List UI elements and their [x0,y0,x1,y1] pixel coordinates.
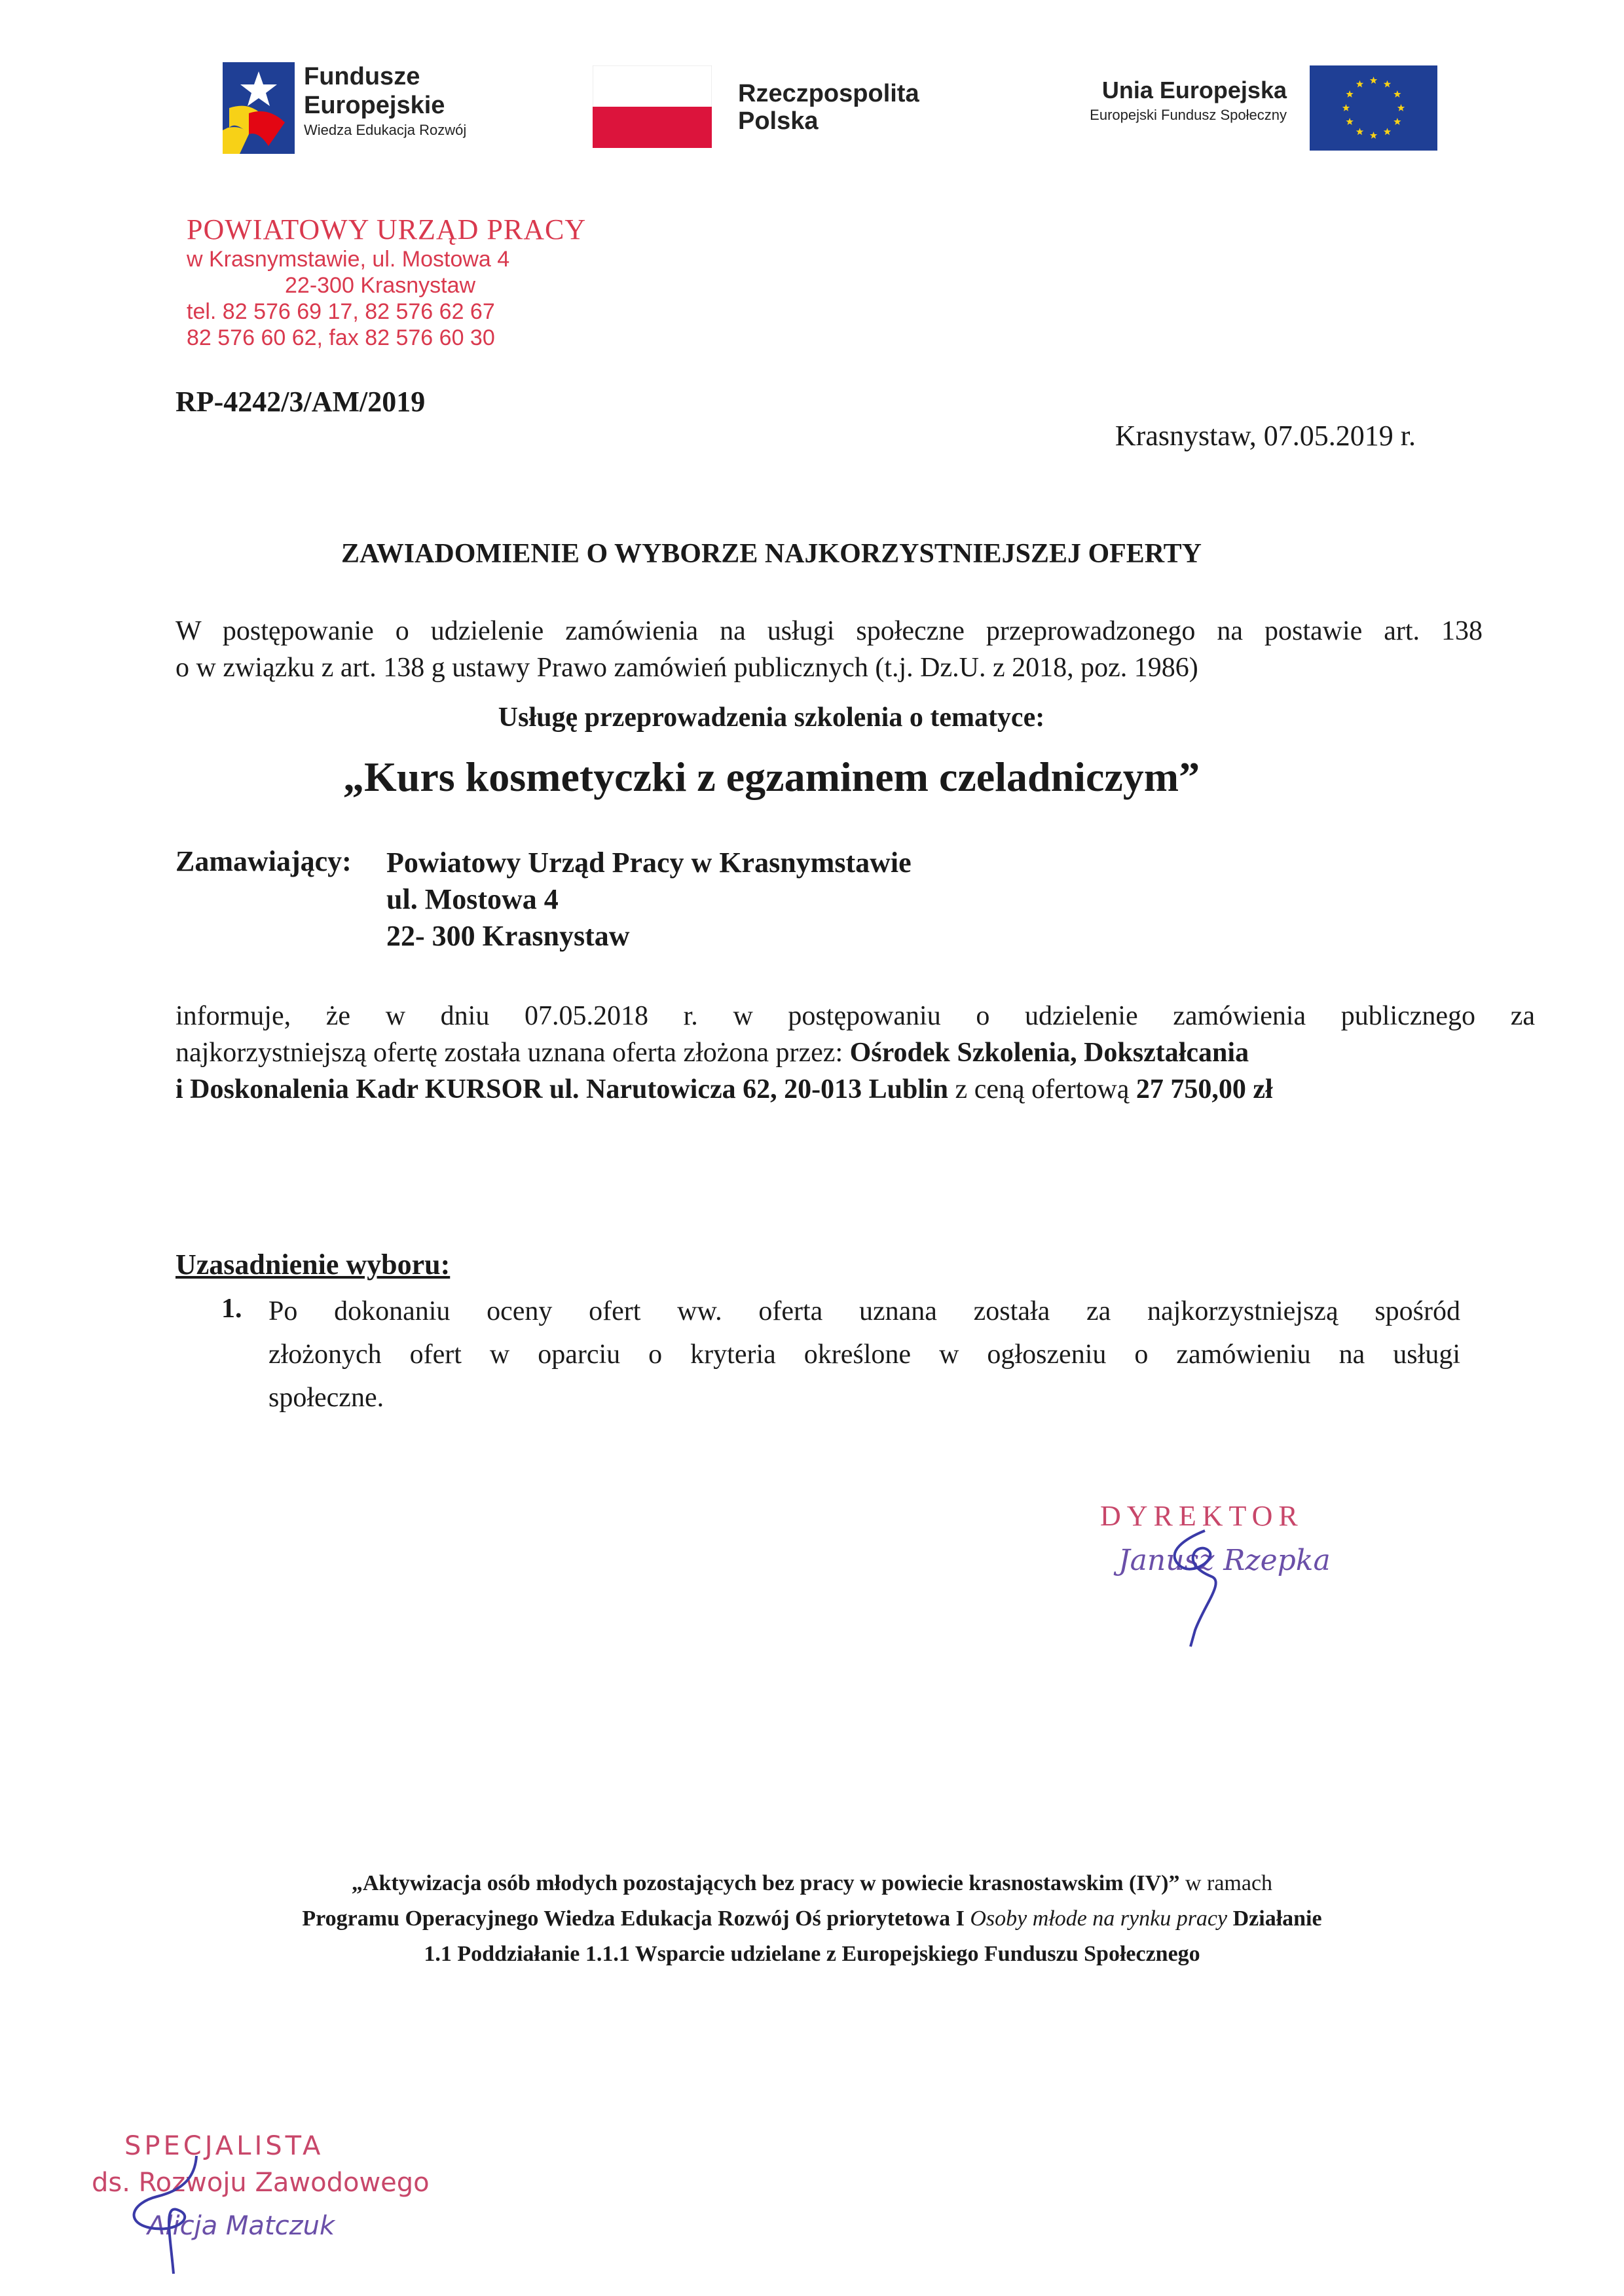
course-title: „Kurs kosmetyczki z egzaminem czeladniczym” [342,754,1200,800]
rp-line1: Rzeczpospolita [738,80,919,107]
info-line3-text: z ceną ofertową [948,1074,1136,1104]
footer-project-name: „Aktywizacja osób młodych pozostających bez pracy w powiecie krasnostawskim (IV)” [351,1871,1180,1895]
intro-line2: o w związku z art. 138 g ustawy Prawo zamówień publicznych (t.j. Dz.U. z 2018, poz. 1986) [175,653,1198,683]
specialist-signature-icon [105,2151,236,2275]
eu-flag-icon [1310,65,1437,151]
footer-line1 [118,1866,1506,1901]
orderer-line1: Powiatowy Urząd Pracy w Krasnymstawie [386,847,912,879]
rp-line2: Polska [738,107,819,135]
justification-item-number: 1. [221,1294,242,1324]
fe-line1: Fundusze [304,63,420,90]
ue-line1: Unia Europejska [1101,77,1287,103]
intro-line1: W postępowanie o udzielenie zamówienia na usługi społeczne przeprowadzonego na postawie art. 138 [175,616,1483,646]
orderer-line2: ul. Mostowa 4 [386,883,559,915]
service-label: Usługę przeprowadzenia szkolenia o tematyce: [498,702,1045,733]
offer-price: 27 750,00 zł [1135,1074,1273,1104]
footer-line3: 1.1 Poddziałanie 1.1.1 Wsparcie udzielane z Europejskiego Funduszu Społecznego [424,1942,1200,1966]
info-line2-bold: Ośrodek Szkolenia, Dokształcania [849,1038,1249,1068]
orderer-block [386,845,912,955]
footer-axis-italic: Osoby młode na rynku pracy [970,1906,1228,1931]
info-line3 [175,1071,1535,1108]
director-name: Janusz Rzepka [1118,1544,1331,1577]
reference-number: RP-4242/3/AM/2019 [175,386,426,418]
office-stamp [187,213,612,351]
specialist-name: Alicja Matczuk [147,2211,335,2241]
director-signature-icon [1120,1512,1264,1650]
justification-line2: złożonych ofert w oparciu o kryteria określone w ogłoszeniu o zamówieniu na usługi [268,1339,1460,1370]
fundusze-europejskie-emblem-icon [223,62,295,154]
fe-line2: Europejskie [304,92,445,119]
info-line3-bold: i Doskonalenia Kadr KURSOR ul. Narutowicza 62, 20-013 Lublin [175,1074,949,1104]
info-line1: informuje, że w dniu 07.05.2018 r. w postępowaniu o udzielenie zamówienia publicznego za [175,1001,1535,1031]
stamp-line1: w Krasnymstawie, ul. Mostowa 4 [187,247,510,272]
justification-title: Uzasadnienie wyboru: [175,1248,451,1281]
specialist-role: ds. Rozwoju Zawodowego [92,2168,430,2198]
logo-unia-europejska [995,65,1441,151]
stamp-title: POWIATOWY URZĄD PRACY [187,213,587,246]
logo-fundusze-europejskie [223,62,537,154]
footer-action: Działanie [1227,1906,1322,1931]
justification-line1: Po dokonaniu oceny ofert ww. oferta uznana została za najkorzystniejszą spośród [268,1296,1460,1326]
ue-line2: Europejski Fundusz Społeczny [1090,107,1287,123]
director-title: DYREKTOR [1100,1500,1304,1532]
orderer-line3: 22- 300 Krasnystaw [386,920,630,952]
fe-line3: Wiedza Edukacja Rozwój [304,122,467,138]
footer-line1-tail: w ramach [1179,1871,1273,1895]
footer-line2 [118,1901,1506,1937]
intro-paragraph [175,613,1483,686]
footer-program: Programu Operacyjnego Wiedza Edukacja Rozwój Oś priorytetowa I [302,1906,970,1931]
info-line2-text: najkorzystniejszą ofertę została uznana oferta złożona przez: [175,1038,850,1068]
logo-rzeczpospolita-polska [593,65,959,151]
orderer-label: Zamawiający: [175,845,352,877]
info-paragraph [175,998,1535,1108]
stamp-line2: 22-300 Krasnystaw [285,273,476,298]
director-signature-stamp [1080,1499,1408,1650]
project-footer [118,1866,1506,1972]
specialist-title: SPECJALISTA [124,2131,324,2161]
document-date: Krasnystaw, 07.05.2019 r. [1115,420,1416,452]
polish-flag-icon [593,65,712,148]
specialist-signature-stamp [92,2131,458,2275]
info-line2 [175,1034,1535,1071]
document-heading: ZAWIADOMIENIE O WYBORZE NAJKORZYSTNIEJSZEJ OFERTY [341,539,1202,569]
justification-item [268,1290,1460,1419]
stamp-line4: 82 576 60 62, fax 82 576 60 30 [187,325,495,350]
stamp-line3: tel. 82 576 69 17, 82 576 62 67 [187,299,495,324]
justification-line3: społeczne. [268,1383,384,1413]
